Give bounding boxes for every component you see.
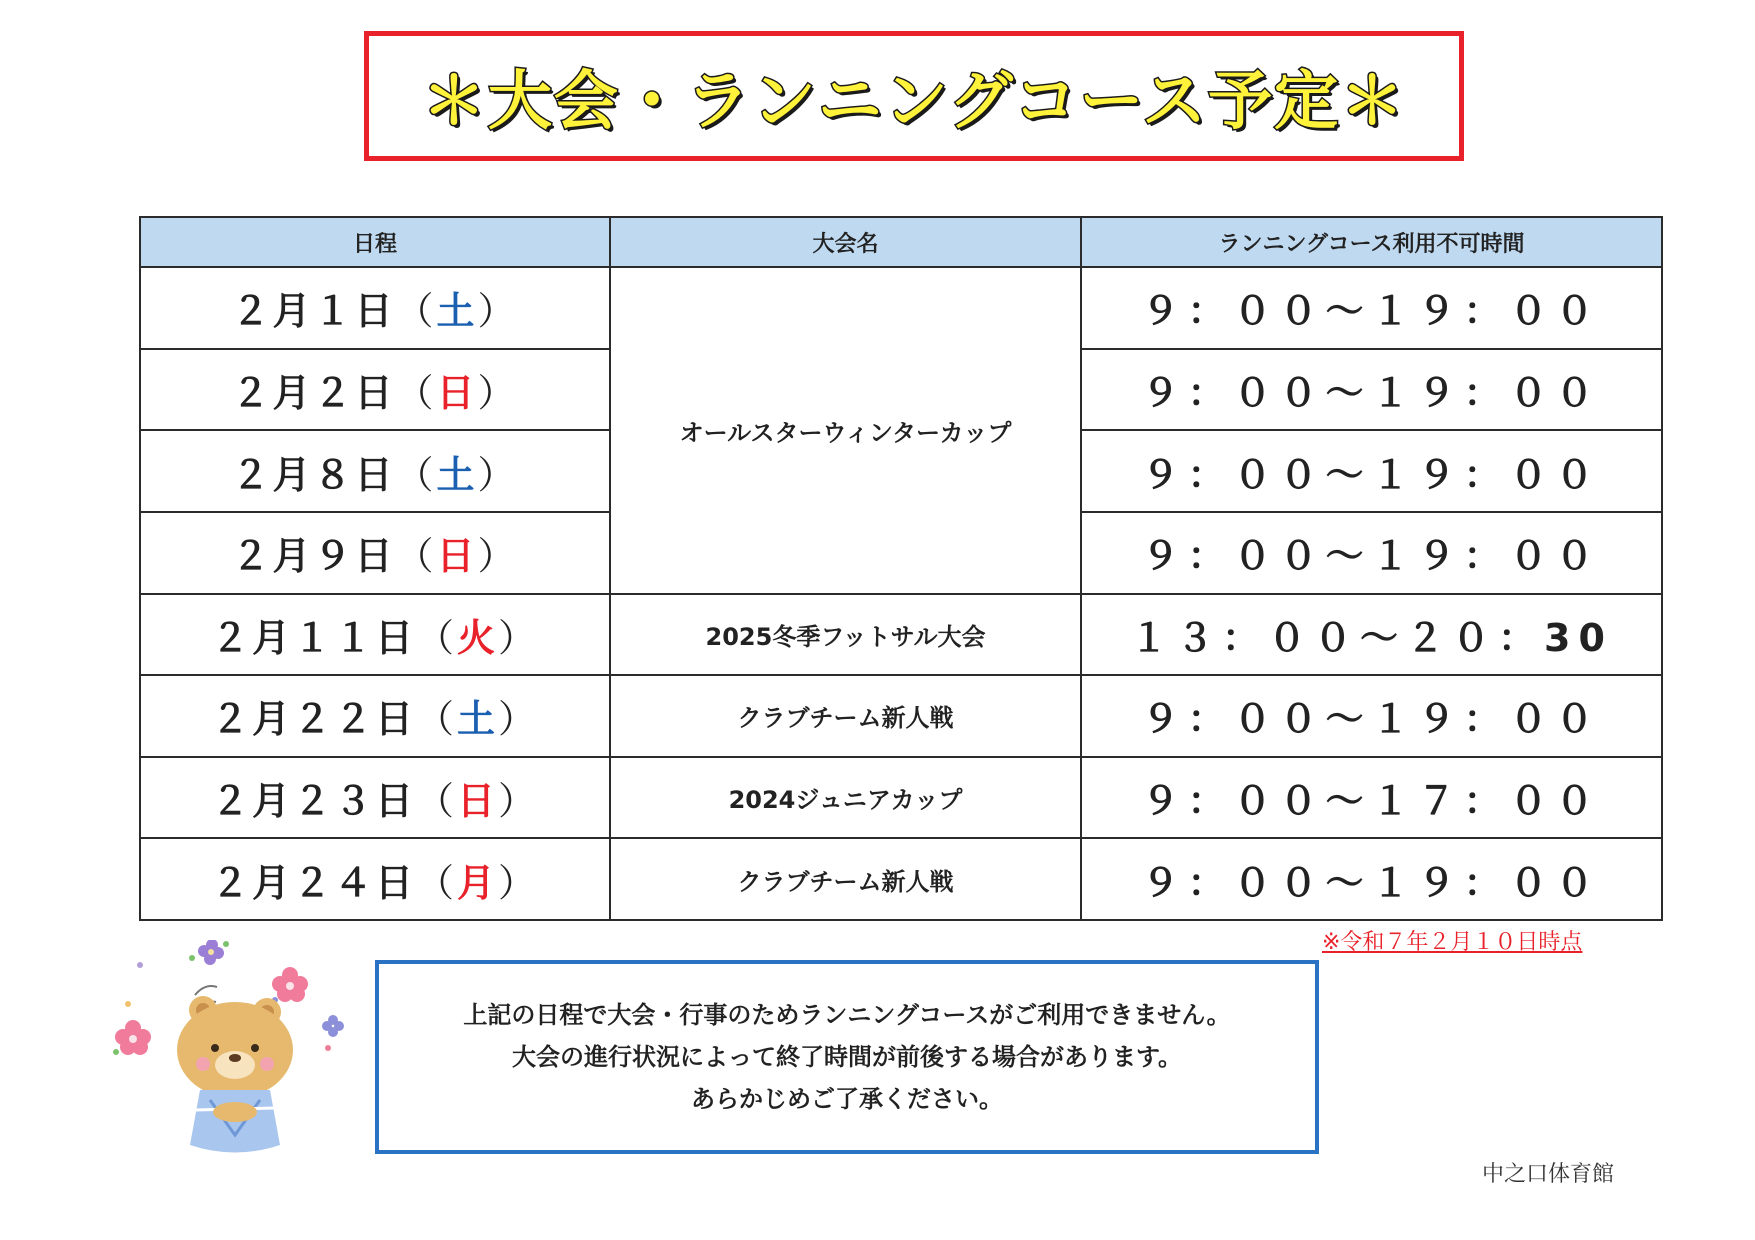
day-of-week: 土 <box>436 289 478 334</box>
notice-line: 大会の進行状況によって終了時間が前後する場合があります。 <box>511 1043 1183 1071</box>
notice-line: 上記の日程で大会・行事のためランニングコースがご利用できません。 <box>463 1001 1231 1029</box>
paren-close: ） <box>498 697 540 742</box>
time-cell: ９：００～１９：００ <box>1081 512 1662 594</box>
paren-open: （ <box>395 534 437 579</box>
day-of-week: 火 <box>457 615 499 660</box>
bear-illustration <box>100 940 360 1160</box>
time-cell: １３：００～２０：30 <box>1081 594 1662 676</box>
time-cell: ９：００～１９：００ <box>1081 267 1662 349</box>
date-cell <box>140 594 610 676</box>
paren-open: （ <box>415 697 457 742</box>
flower-icon <box>272 967 308 1002</box>
date-cell <box>140 349 610 431</box>
header-event: 大会名 <box>610 217 1081 267</box>
paren-open: （ <box>395 370 437 415</box>
event-cell: オールスターウィンターカップ <box>610 267 1081 594</box>
date-text: ２月２２日 <box>210 697 416 742</box>
table-row <box>140 838 1662 920</box>
paren-open: （ <box>395 452 437 497</box>
event-cell: 2024ジュニアカップ <box>610 757 1081 839</box>
date-text: ２月２３日 <box>210 779 416 824</box>
day-of-week: 日 <box>436 370 478 415</box>
event-cell: 2025冬季フットサル大会 <box>610 594 1081 676</box>
event-cell: クラブチーム新人戦 <box>610 675 1081 757</box>
time-cell: ９：００～１９：００ <box>1081 349 1662 431</box>
page-title: ＊大会・ランニングコース予定＊ <box>421 65 1407 139</box>
time-cell: ９：００～１９：００ <box>1081 430 1662 512</box>
date-cell <box>140 267 610 349</box>
paren-open: （ <box>415 860 457 905</box>
paren-open: （ <box>395 289 437 334</box>
day-of-week: 土 <box>436 452 478 497</box>
header-unavailable-time: ランニングコース利用不可時間 <box>1081 217 1662 267</box>
time-cell: ９：００～１９：００ <box>1081 675 1662 757</box>
paren-close: ） <box>498 615 540 660</box>
notice-box <box>375 960 1319 1154</box>
title-box <box>364 31 1464 161</box>
day-of-week: 日 <box>436 534 478 579</box>
date-cell <box>140 757 610 839</box>
table-row <box>140 267 1662 349</box>
day-of-week: 日 <box>457 779 499 824</box>
paren-open: （ <box>415 779 457 824</box>
date-cell <box>140 512 610 594</box>
date-text: ２月１１日 <box>210 615 416 660</box>
day-of-week: 土 <box>457 697 499 742</box>
paren-close: ） <box>498 779 540 824</box>
organization-name: 中之口体育館 <box>1482 1162 1615 1187</box>
paren-close: ） <box>477 370 519 415</box>
paren-close: ） <box>477 289 519 334</box>
flower-icon <box>198 940 224 965</box>
date-cell <box>140 675 610 757</box>
bear-icon <box>177 996 293 1153</box>
time-cell: ９：００～１７：００ <box>1081 757 1662 839</box>
schedule-table <box>139 216 1663 921</box>
date-text: ２月２４日 <box>210 860 416 905</box>
date-text: ２月２日 <box>231 370 396 415</box>
flower-icon <box>322 1015 344 1037</box>
date-text: ２月８日 <box>231 452 396 497</box>
time-cell: ９：００～１９：００ <box>1081 838 1662 920</box>
paren-open: （ <box>415 615 457 660</box>
event-cell: クラブチーム新人戦 <box>610 838 1081 920</box>
paren-close: ） <box>498 860 540 905</box>
header-date: 日程 <box>140 217 610 267</box>
table-header-row <box>140 217 1662 267</box>
date-text: ２月９日 <box>231 534 396 579</box>
table-row <box>140 675 1662 757</box>
date-text: ２月１日 <box>231 289 396 334</box>
paren-close: ） <box>477 452 519 497</box>
flower-icon <box>115 1020 151 1055</box>
table-row <box>140 757 1662 839</box>
as-of-note: ※令和７年２月１０日時点 <box>1322 930 1583 955</box>
paren-close: ） <box>477 534 519 579</box>
date-cell <box>140 838 610 920</box>
day-of-week: 月 <box>457 860 499 905</box>
date-cell <box>140 430 610 512</box>
table-row <box>140 594 1662 676</box>
notice-line: あらかじめご了承ください。 <box>691 1085 1003 1113</box>
